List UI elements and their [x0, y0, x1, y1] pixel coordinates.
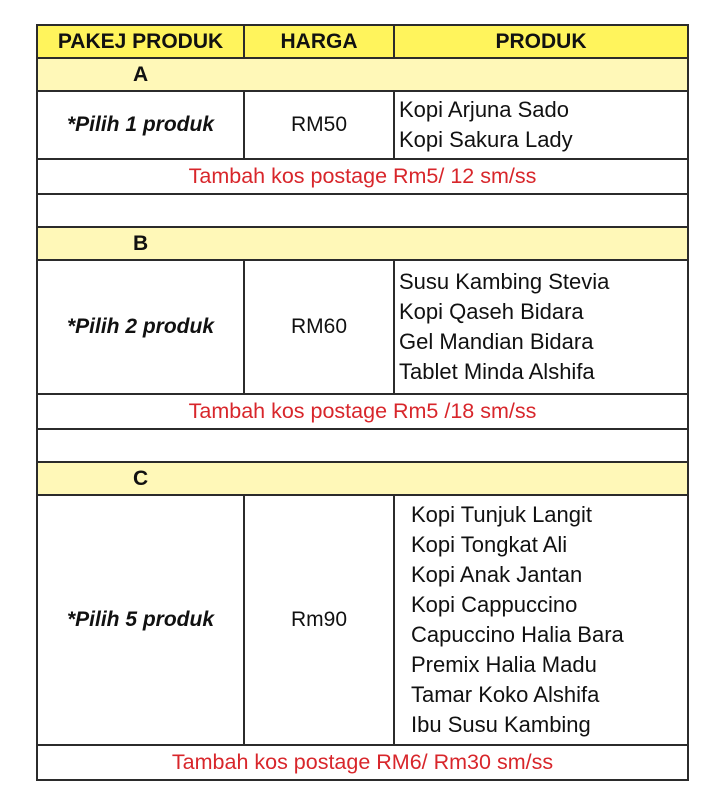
table-header-row — [37, 25, 688, 58]
package-price-table — [36, 24, 689, 781]
list-item: Kopi Tunjuk Langit — [411, 502, 593, 527]
list-item: Kopi Qaseh Bidara — [399, 299, 584, 324]
list-item: Kopi Arjuna Sado — [399, 97, 570, 122]
package-price: Rm90 — [244, 495, 394, 745]
package-choice: *Pilih 1 produk — [37, 91, 244, 159]
list-item: Ibu Susu Kambing — [411, 712, 591, 737]
list-item: Tablet Minda Alshifa — [399, 359, 595, 384]
postage-row-b — [37, 394, 688, 429]
product-list-cell — [394, 495, 688, 745]
list-item: Capuccino Halia Bara — [411, 622, 624, 647]
package-row-a — [37, 91, 688, 159]
product-list-cell — [394, 260, 688, 394]
header-price: HARGA — [244, 25, 394, 58]
list-item: Gel Mandian Bidara — [399, 329, 594, 354]
postage-note: Tambah kos postage RM6/ Rm30 sm/ss — [37, 745, 688, 780]
section-row-b — [37, 227, 688, 260]
section-label: A — [133, 62, 149, 86]
list-item: Susu Kambing Stevia — [399, 269, 610, 294]
list-item: Kopi Sakura Lady — [399, 127, 573, 152]
list-item: Kopi Anak Jantan — [411, 562, 583, 587]
package-choice: *Pilih 2 produk — [37, 260, 244, 394]
package-price: RM60 — [244, 260, 394, 394]
section-row-c — [37, 462, 688, 495]
spacer-row — [37, 194, 688, 227]
spacer-row — [37, 429, 688, 462]
list-item: Kopi Tongkat Ali — [411, 532, 568, 557]
section-label: B — [133, 231, 149, 255]
package-row-c — [37, 495, 688, 745]
list-item: Kopi Cappuccino — [411, 592, 578, 617]
list-item: Tamar Koko Alshifa — [411, 682, 600, 707]
postage-note: Tambah kos postage Rm5 /18 sm/ss — [37, 394, 688, 429]
package-price: RM50 — [244, 91, 394, 159]
postage-note: Tambah kos postage Rm5/ 12 sm/ss — [37, 159, 688, 194]
package-row-b — [37, 260, 688, 394]
section-row-a — [37, 58, 688, 91]
header-package: PAKEJ PRODUK — [37, 25, 244, 58]
header-products: PRODUK — [394, 25, 688, 58]
postage-row-c — [37, 745, 688, 780]
list-item: Premix Halia Madu — [411, 652, 597, 677]
postage-row-a — [37, 159, 688, 194]
section-label: C — [133, 466, 149, 490]
product-list-cell — [394, 91, 688, 159]
package-choice: *Pilih 5 produk — [37, 495, 244, 745]
